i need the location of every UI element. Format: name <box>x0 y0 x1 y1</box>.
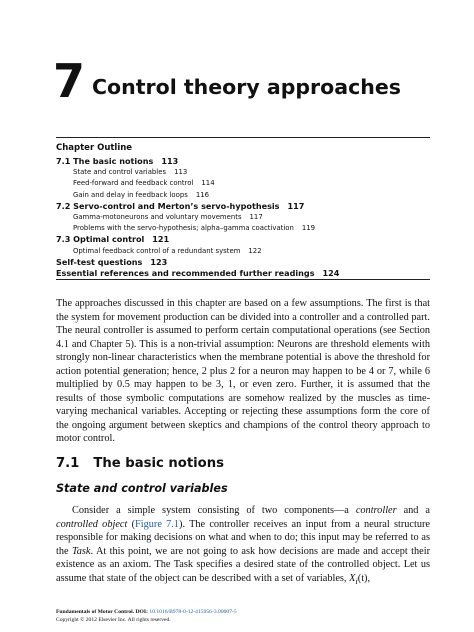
footer-doi-link[interactable]: 10.1016/B978-0-12-415956-3.00007-5 <box>149 609 237 615</box>
outline-entry <box>56 234 430 245</box>
term-task: Task <box>72 545 91 557</box>
body-text: (t), <box>357 572 371 584</box>
outline-entry-title: Self-test questions <box>56 256 143 267</box>
outline-entry-title: State and control variables <box>73 168 167 177</box>
outline-entry <box>56 190 430 201</box>
footer-copyright: Copyright © 2012 Elsevier Inc. All rights reserved. <box>56 617 171 623</box>
body-text: . At this point, we are not going to ask how decisions are made and accept their existence as an axiom. The Task specifies a desired state of the controlled object. Let us assume that state of the object can be described with a set of variables, <box>56 545 430 584</box>
chapter-number: 7 <box>53 54 86 108</box>
term-controller: controller <box>355 505 397 516</box>
outline-entry-page: 119 <box>301 224 316 233</box>
outline-entry-title: Optimal feedback control of a redundant system <box>73 246 241 255</box>
figure-reference-link[interactable]: Figure 7.1 <box>135 518 180 530</box>
outline-entry-title: Gain and delay in feedback loops <box>73 190 188 199</box>
outline-entry-title: 7.1 The basic notions <box>56 156 154 166</box>
outline-entry-title: Essential references and recommended further readings <box>56 267 315 278</box>
outline-entry <box>56 178 430 189</box>
outline-bottom-rule <box>56 279 430 280</box>
chapter-outline <box>56 156 430 279</box>
page-footer <box>56 608 430 624</box>
outline-entry-page: 113 <box>174 168 188 177</box>
outline-entry-page: 117 <box>287 200 305 211</box>
outline-entry <box>56 257 430 268</box>
body-text: ). The controller receives an input from a neural structure responsible for making decisions on what and when to do; this input may be referred to as the <box>56 518 430 557</box>
outline-top-rule <box>56 137 430 138</box>
footer-book-title: Fundamentals of Motor Control. DOI: <box>56 609 150 615</box>
intro-paragraph: The approaches discussed in this chapter are based on a few assumptions. The first is that the system for movement production can be divided into a controller and a controlled part. The neural controller is assumed to perform certain computational operations (see Section 4.1 and Chapter 5). This is a non-trivial assumption: Neurons are threshold elements with strongly non-linear characteristics when the membrane potential is above the threshold for action potential generation; hence, 2 plus 2 for a neuron may happen to be 4 or 7, while 6 multiplied by 0.5 may happen to be 3, 1, or even zero. Further, it is assumed that the results of those symbolic computations are somehow realized by the muscles as time-varying mechanical variables. Accepting or rejecting these assumptions form the core of the ongoing argument between skeptics and champions of the control theory approach to motor control. <box>56 298 430 445</box>
outline-entry-title: 7.3 Optimal control <box>56 234 145 245</box>
outline-entry-page: 114 <box>201 179 215 188</box>
term-controlled-object: controlled object <box>56 518 128 530</box>
section-number: 7.1 <box>56 456 80 471</box>
outline-entry-page: 113 <box>161 156 179 166</box>
body-text: and a <box>396 505 430 516</box>
variable-subscript: i <box>355 575 358 586</box>
outline-entry <box>56 156 430 167</box>
outline-entry-page: 122 <box>248 246 262 255</box>
chapter-title: Control theory approaches <box>92 75 401 99</box>
section-title: The basic notions <box>93 456 224 471</box>
outline-entry-title: Problems with the servo-hypothesis; alpha–gamma coactivation <box>73 224 294 233</box>
variable-x: X <box>349 572 356 584</box>
outline-entry-page: 123 <box>150 256 168 267</box>
outline-entry-title: Feed-forward and feedback control <box>73 179 194 188</box>
outline-heading: Chapter Outline <box>56 143 133 153</box>
outline-entry <box>56 212 430 223</box>
outline-entry <box>56 167 430 178</box>
section-heading <box>56 457 224 470</box>
outline-entry-page: 121 <box>152 234 170 245</box>
body-text: ( <box>127 518 136 530</box>
outline-entry-title: Gamma-motoneurons and voluntary movements <box>73 212 242 221</box>
outline-entry <box>56 268 430 279</box>
outline-entry-page: 124 <box>322 267 340 278</box>
outline-entry <box>56 246 430 257</box>
outline-entry-page: 117 <box>249 212 263 221</box>
outline-entry-page: 116 <box>195 190 209 199</box>
subsection-heading: State and control variables <box>56 482 228 495</box>
body-paragraph <box>56 504 430 588</box>
body-text: Consider a simple system consisting of two components—a <box>72 505 356 516</box>
outline-entry <box>56 223 430 234</box>
outline-entry-title: 7.2 Servo-control and Merton’s servo-hypothesis <box>56 200 280 211</box>
outline-entry <box>56 201 430 212</box>
